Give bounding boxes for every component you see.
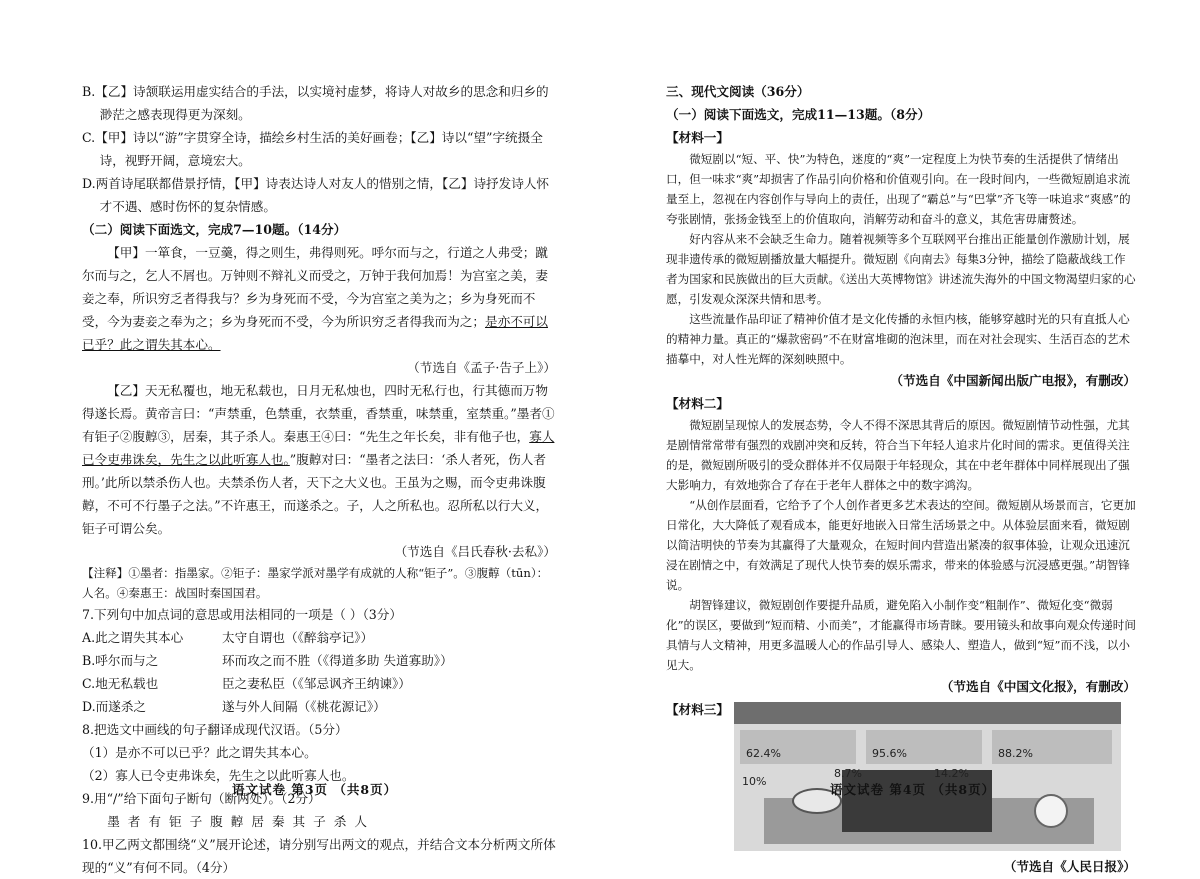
question-8-item-2: （2）寡人已令吏弗诛矣，先生之以此听寡人也。 (82, 768, 355, 783)
q7-option-c-left: C.地无私载也 (82, 676, 159, 691)
q7-option-c-right: 臣之妻私臣（《邹忌讽齐王纳谏》） (222, 676, 411, 691)
q7-option-b-left: B.呼尔而与之 (82, 653, 159, 668)
q7-option-d (82, 695, 556, 718)
material-3-image (734, 702, 1121, 851)
right-footer: 语文试卷 第4页 （共8页） (830, 782, 996, 797)
figure-stat-2: 95.6% (872, 747, 907, 760)
q7-option-a-right: 太守自谓也（《醉翁亭记》） (222, 630, 374, 645)
passage-yi-underlined: 寡人已令吏弗诛矣，先生之以此听寡人也。 (82, 429, 555, 467)
figure-stat-box-3 (992, 730, 1112, 764)
material-1-para-2: 好内容从来不会缺乏生命力。随着视频等多个互联网平台推出正能量创作激励计划，展现非遗传承的微短剧播放量大幅提升。微短剧《向南去》每集3分钟，描绘了隐蔽战线工作者为国家和民族做出的巨大贡献。《送出大英博物馆》讲述流失海外的中国文物渴望归家的心愿，引发观众深深共情和思考。 (666, 232, 1136, 306)
passage-jia-source: （节选自《孟子·告子上》） (407, 360, 556, 375)
q7-option-b-right: 环而攻之而不胜（《得道多助 失道寡助》） (222, 653, 453, 668)
question-9-text: 墨者有钜子腹䵍居秦其子杀人 (107, 814, 375, 829)
passage-jia-text: 【甲】一箪食，一豆羹，得之则生，弗得则死。呼尔而与之，行道之人弗受；蹴尔而与之，乞人不屑也。万钟则不辩礼义而受之，万钟于我何加焉！为宫室之美，妻妾之奉，所识穷乏者得我与？乡为身死而不受，今为宫室之美为之；乡为身死而不受，今为妻妾之奉为之；乡为身死而不受，今为所识穷乏者得我而为之； (82, 245, 548, 329)
question-9: 9.用“/”给下面句子断句（断两处）。（2分） (82, 791, 321, 806)
right-column (666, 80, 1136, 878)
material-1-source: （节选自《中国新闻出版广电报》，有删改） (890, 373, 1136, 388)
figure-stat-box-1 (740, 730, 856, 764)
material-3-label: 【材料三】 (666, 702, 729, 717)
left-footer: 语文试卷 第3页 （共8页） (232, 782, 398, 797)
passage-jia-underlined: 是亦不可以已乎？此之谓失其本心。 (82, 314, 548, 352)
q7-option-c (82, 672, 556, 695)
material-1-para-1: 微短剧以“短、平、快”为特色，迷度的“爽”一定程度上为快节奏的生活提供了情绪出口，但一味求“爽”却损害了作品引向价格和价值观引向。在一段时间内，一些微短剧追求流量至上，忽视在内容创作与导向上的责任，出现了“霸总”与“巴掌”齐飞等一味追求“爽感”的夸张剧情，张扬金钱至上的价值取向，消解劳动和奋斗的意义，其危害毋庸赘述。 (666, 152, 1131, 226)
material-1-para-3: 这些流量作品印证了精神价值才是文化传播的永恒内核，能够穿越时光的只有直抵人心的精神力量。真正的“爆款密码”不在财富堆砌的泡沫里，而在对社会现实、生活百态的艺术描摹中，对人性光辉的深刻映照中。 (666, 312, 1131, 366)
material-1-label: 【材料一】 (666, 130, 729, 145)
question-10: 10.甲乙两文都围绕“义”展开论述，请分别写出两文的观点，并结合文本分析两文所体现的“义”有何不同。（4分） (82, 837, 556, 875)
question-8-item-1: （1）是亦不可以已乎？此之谓失其本心。 (82, 745, 317, 760)
annotation-note: 【注释】①墨者：指墨家。②钜子：墨家学派对墨学有成就的人称“钜子”。③腹䵍（tūn）：人名。④秦惠王：战国时秦国国君。 (82, 566, 549, 600)
material-2-source: （节选自《中国文化报》，有删改） (940, 679, 1136, 694)
figure-stat-4: 10% (742, 775, 767, 788)
figure-stat-3: 88.2% (998, 747, 1033, 760)
passage-yi-source: （节选自《吕氏春秋·去私》） (394, 544, 556, 559)
q7-option-d-left: D.而遂杀之 (82, 699, 147, 714)
option-b: B.【乙】诗颔联运用虚实结合的手法，以实境衬虚梦，将诗人对故乡的思念和归乡的渺茫之感表现得更为深刻。 (82, 84, 549, 122)
q7-option-a-left: A.此之谓失其本心 (82, 630, 184, 645)
material-3-row (666, 698, 1136, 855)
figure-cup (1034, 794, 1068, 828)
question-8: 8.把选文中画线的句子翻译成现代汉语。（5分） (82, 722, 348, 737)
option-c: C.【甲】诗以“游”字贯穿全诗，描绘乡村生活的美好画卷；【乙】诗以“望”字统摄全诗，视野开阔，意境宏大。 (82, 130, 543, 168)
passage-yi-text-2: ”腹䵍对曰：“墨者之法曰：‘杀人者死，伤人者刑。’此所以禁杀伤人也。夫禁杀伤人者，天下之大义也。王虽为之赐，而令吏弗诛腹䵍，不可不行墨子之法。”不许惠王，而遂杀之。子，人之所私也。忍所私以行大义，钜子可谓公矣。 (82, 452, 549, 536)
left-column (82, 80, 556, 879)
figure-stat-box-2 (866, 730, 982, 764)
passage-jia (82, 241, 556, 356)
material-2-label: 【材料二】 (666, 396, 729, 411)
passage-yi (82, 379, 556, 540)
material-2-para-3: 胡智锋建议，微短剧创作要提升品质，避免陷入小制作变“粗制作”、微短化变“微弱化”的误区，要做到“短而精、小而美”，才能赢得市场青睐。要用镜头和故事向观众传递时间具情与人文精神，用更多温暖人心的作品引导人、感染人、塑造人，做到“短”而不浅，以小见大。 (666, 598, 1136, 672)
q7-option-b (82, 649, 556, 672)
right-page (600, 0, 1200, 874)
material-2-para-2: “从创作层面看，它给予了个人创作者更多艺术表达的空间。微短剧从场景而言，它更加日常化，大大降低了观看成本，能更好地嵌入日常生活场景之中。从体验层面来看，微短剧以简洁明快的节奏为其赢得了大量观众，在短时间内营造出紧凑的叙事体验，让观众迅速沉浸在剧情之中，有效满足了现代人快节奏的娱乐需求，带来的体验感与沉浸感更强。”胡智锋说。 (666, 498, 1136, 592)
material-3-source: （节选自《人民日报》） (1003, 859, 1136, 874)
q7-option-a (82, 626, 556, 649)
section-2-heading: （二）阅读下面选文，完成7—10题。（14分） (82, 222, 347, 237)
option-d: D.两首诗尾联都借景抒情，【甲】诗表达诗人对友人的惜别之情，【乙】诗抒发诗人怀才不遇、感时伤怀的复杂情感。 (82, 176, 550, 214)
question-7: 7.下列句中加点词的意思或用法相同的一项是（ ）（3分） (82, 607, 402, 622)
material-2-para-1: 微短剧呈现惊人的发展态势，令人不得不深思其背后的原因。微短剧情节动性强，尤其是剧情常常带有强烈的戏剧冲突和反转，符合当下年轻人追求片化时间的需求。更值得关注的是，微短剧所吸引的受众群体并不仅局限于年轻现众，其在中老年群体中同样展现出了强大影响力，有效地弥合了存在于老年人群体之中的数字鸿沟。 (666, 418, 1130, 492)
figure-stat-1: 62.4% (746, 747, 781, 760)
passage-yi-text-1: 【乙】天无私覆也，地无私载也，日月无私烛也，四时无私行也，行其德而万物得遂长焉。黄帝言曰：“声禁重，色禁重，衣禁重，香禁重，味禁重，室禁重。”墨者①有钜子②腹䵍③，居秦，其子杀人。秦惠王④曰：“先生之年长矣，非有他子也， (82, 383, 555, 444)
section-3-title: 三、现代文阅读（36分） (666, 84, 810, 99)
section-3-sub: （一）阅读下面选文，完成11—13题。（8分） (666, 107, 931, 122)
figure-stat-5: 8.7% (834, 767, 862, 780)
left-page (0, 0, 600, 875)
q7-option-d-right: 遂与外人间隔（《桃花源记》） (222, 699, 386, 714)
figure-header-band (734, 702, 1121, 724)
figure-stat-6: 14.2% (934, 767, 969, 780)
